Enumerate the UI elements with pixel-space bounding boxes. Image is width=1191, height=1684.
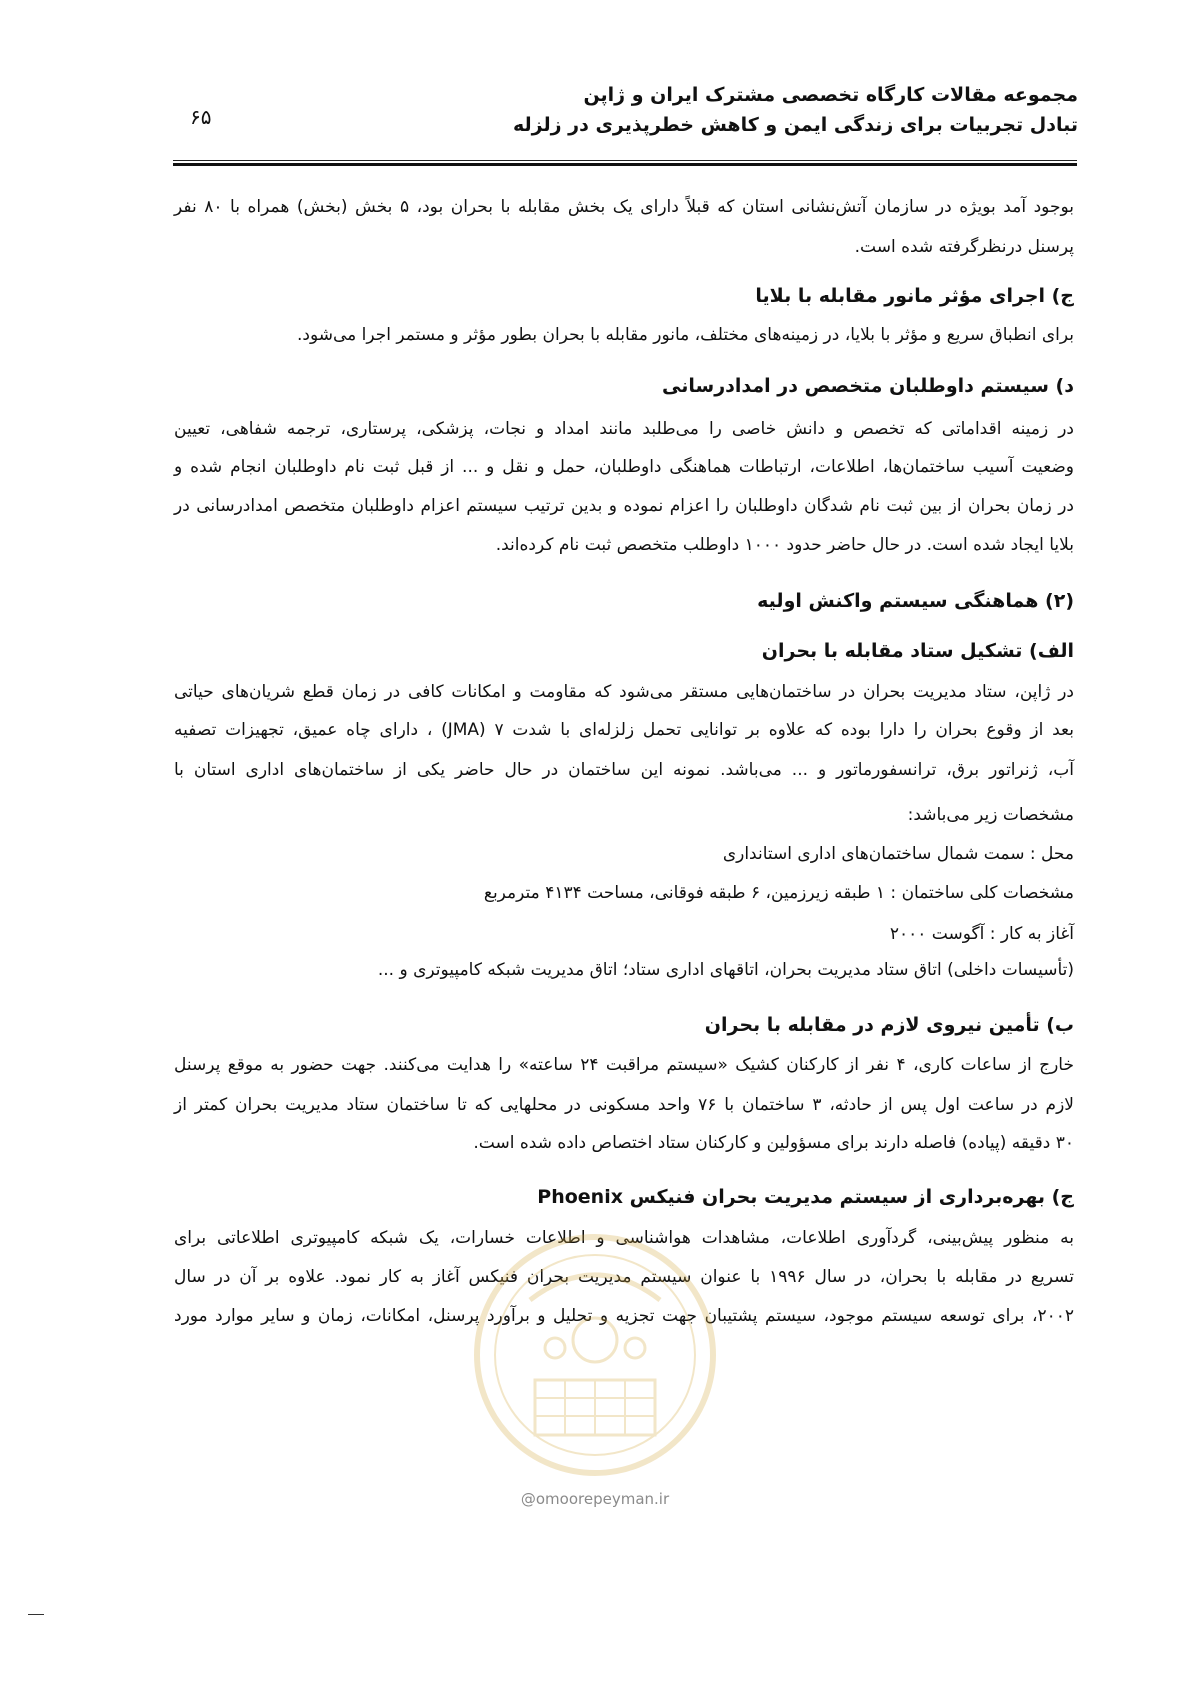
paragraph-line: در زمان بحران از بین ثبت نام شدگان داوطلبان را اعزام نموده و بدین ترتیب سیستم اعزام داوطلبان متخصص امدادرسانی در	[174, 496, 1074, 516]
spec-start: آغاز به کار : آگوست ۲۰۰۰	[889, 924, 1074, 944]
paragraph-line: آب، ژنراتور برق، ترانسفورماتور و ... می‌باشد. نمونه این ساختمان در حال حاضر یکی از ساختمان‌های اداری استان با	[174, 760, 1074, 780]
watermark-text: @omoorepeyman.ir	[520, 1490, 670, 1508]
paragraph-line: خارج از ساعات کاری، ۴ نفر از کارکنان کشیک «سیستم مراقبت ۲۴ ساعته» را هدایت می‌کنند. جهت حضور به موقع پرسنل	[174, 1055, 1074, 1075]
header-title-line2: تبادل تجربیات برای زندگی ایمن و کاهش خطرپذیری در زلزله	[513, 114, 1078, 136]
section-heading: ج) اجرای مؤثر مانور مقابله با بلایا	[755, 285, 1074, 307]
paragraph-line: بلایا ایجاد شده است. در حال حاضر حدود ۱۰۰۰ داوطلب متخصص ثبت نام کرده‌اند.	[495, 535, 1074, 555]
header-title-line1: مجموعه مقالات کارگاه تخصصی مشترک ایران و ژاپن	[583, 84, 1078, 106]
paragraph-line: در زمینه اقداماتی که تخصص و دانش خاصی را می‌طلبد مانند امداد و نجات، پزشکی، پرستاری، ترجمه شفاهی، تعیین	[174, 419, 1074, 439]
spec-facilities: (تأسیسات داخلی) اتاق ستاد مدیریت بحران، اتاقهای اداری ستاد؛ اتاق مدیریت شبکه کامپیوتری و ...	[377, 960, 1074, 980]
section-heading: الف) تشکیل ستاد مقابله با بحران	[761, 640, 1074, 662]
paragraph-line: بوجود آمد بویژه در سازمان آتش‌نشانی استان که قبلاً دارای یک بخش مقابله با بحران بود، ۵ بخش (بخش) همراه با ۸۰ نفر	[174, 197, 1074, 217]
paragraph-line: بعد از وقوع بحران را دارا بوده که علاوه بر توانایی تحمل زلزله‌ای با شدت ۷ (JMA) ، دارای چاه عمیق، تجهیزات تصفیه	[174, 720, 1074, 740]
paragraph-line: تسریع در مقابله با بحران، در سال ۱۹۹۶ با عنوان سیستم مدیریت بحران فنیکس آغاز به کار نمود. علاوه بر آن در سال	[174, 1267, 1074, 1287]
corner-mark	[28, 1614, 44, 1615]
paragraph-line: ۲۰۰۲، برای توسعه سیستم موجود، سیستم پشتیبان جهت تجزیه و تحلیل و برآورد پرسنل، امکانات، زمان و سایر موارد مورد	[174, 1306, 1074, 1326]
paragraph-line: ۳۰ دقیقه (پیاده) فاصله دارند برای مسؤولین و کارکنان ستاد اختصاص داده شده است.	[473, 1133, 1074, 1153]
header-rule-thick	[173, 163, 1077, 166]
page-number: ۶۵	[190, 105, 212, 129]
paragraph-line: برای انطباق سریع و مؤثر با بلایا، در زمینه‌های مختلف، مانور مقابله با بحران بطور مؤثر و مستمر اجرا می‌شود.	[296, 325, 1074, 345]
section-heading: (۲) هماهنگی سیستم واکنش اولیه	[757, 590, 1074, 612]
header-rule-thin	[173, 160, 1077, 161]
paragraph-line: وضعیت آسیب ساختمان‌ها، اطلاعات، ارتباطات هماهنگی داوطلبان، حمل و نقل و ... از قبل ثبت نام داوطلبان انجام شده و	[174, 457, 1074, 477]
section-heading: د) سیستم داوطلبان متخصص در امدادرسانی	[662, 375, 1074, 397]
paragraph-line: به منظور پیش‌بینی، گردآوری اطلاعات، مشاهدات هواشناسی و اطلاعات خسارات، یک شبکه کامپیوتری اطلاعاتی برای	[174, 1228, 1074, 1248]
watermark-seal-icon	[470, 1230, 720, 1480]
paragraph-line: پرسنل درنظرگرفته شده است.	[854, 237, 1074, 257]
spec-location: محل : سمت شمال ساختمان‌های اداری استانداری	[722, 844, 1074, 864]
section-heading: ج) بهره‌برداری از سیستم مدیریت بحران فنیکس Phoenix	[537, 1186, 1074, 1208]
spec-building: مشخصات کلی ساختمان : ۱ طبقه زیرزمین، ۶ طبقه فوقانی، مساحت ۴۱۳۴ مترمربع	[483, 883, 1074, 903]
section-heading: ب) تأمین نیروی لازم در مقابله با بحران	[704, 1014, 1074, 1036]
paragraph-line: لازم در ساعت اول پس از حادثه، ۳ ساختمان با ۷۶ واحد مسکونی در محلهایی که تا ساختمان ستاد مدیریت بحران کمتر از	[174, 1095, 1074, 1115]
paragraph-line: مشخصات زیر می‌باشد:	[907, 805, 1074, 825]
paragraph-line: در ژاپن، ستاد مدیریت بحران در ساختمان‌هایی مستقر می‌شود که مقاومت و امکانات کافی در زمان قطع شریان‌های حیاتی	[174, 682, 1074, 702]
